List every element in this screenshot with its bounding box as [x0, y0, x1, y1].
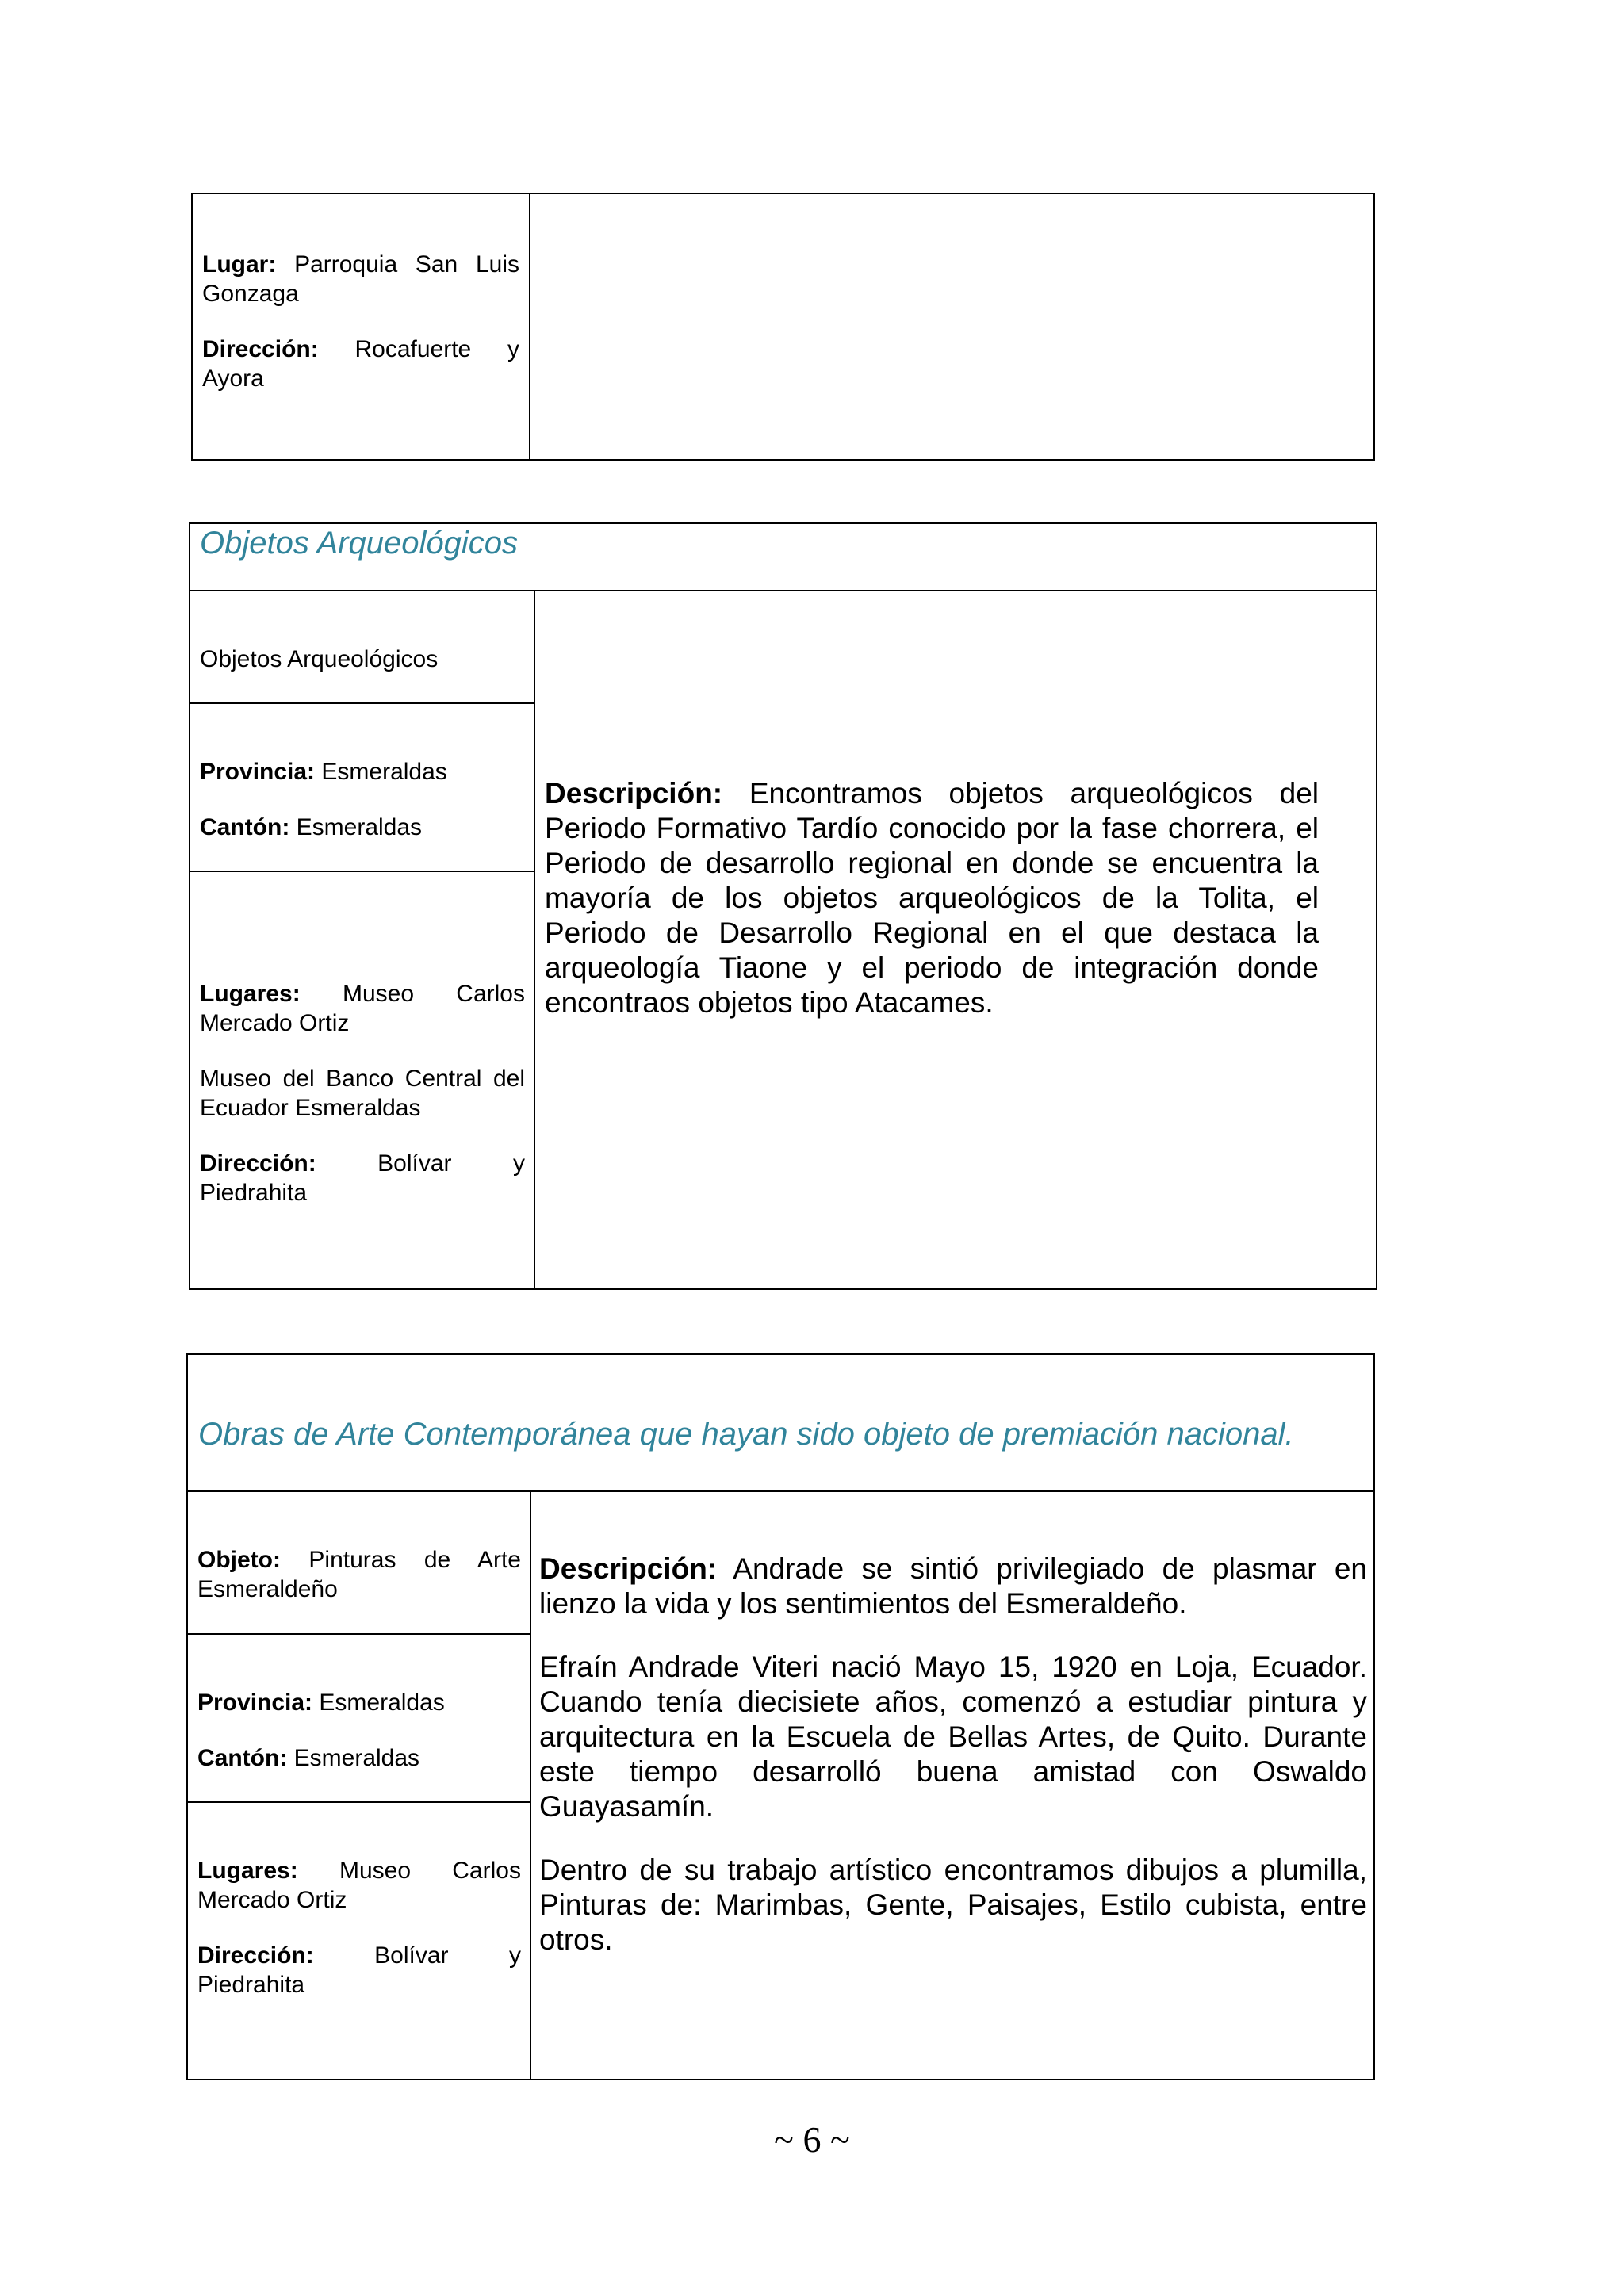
description [539, 1552, 1367, 1621]
column-divider [530, 1490, 531, 2079]
column-divider [529, 194, 530, 459]
places-value: Museo Carlos Mercado Ortiz [197, 1858, 521, 1913]
row-divider [188, 1633, 531, 1635]
province-value: Esmeraldas [321, 759, 447, 785]
address-value: Bolívar y Piedrahita [200, 1150, 525, 1206]
canton-label: Cantón: [197, 1745, 288, 1771]
biography-paragraph: Efraín Andrade Viteri nació Mayo 15, 1920 en Loja, Ecuador. Cuando tenía diecisiete años, comenzó a estudiar pintura y arquitectura en la Escuela de Bellas Artes, de Quito. Durante este tiempo desarrolló buena amistad con Oswaldo Guayasamín. [539, 1651, 1367, 1823]
object-field [197, 1545, 521, 1604]
section-heading: Obras de Arte Contemporánea que hayan sido objeto de premiación nacional. [198, 1417, 1294, 1452]
address-field [200, 1149, 525, 1207]
description-text: Encontramos objetos arqueológicos del Periodo Formativo Tardío conocido por la fase chorrera, el Periodo de desarrollo regional en donde se encuentra la mayoría de los objetos arqueológicos de la Tolita, el Periodo de Desarrollo Regional en el que destaca la arqueología Tiaone y el periodo de integración donde encontraos objetos tipo Atacames. [545, 777, 1319, 1019]
heading-divider [188, 1490, 1373, 1492]
region-cell [197, 1688, 521, 1773]
description [545, 776, 1319, 1020]
address-field [197, 1941, 521, 1999]
places-label: Lugares: [197, 1858, 298, 1884]
places-cell [197, 1856, 521, 1999]
canton-label: Cantón: [200, 814, 290, 840]
row-divider [190, 871, 535, 872]
object-name-cell [200, 645, 525, 674]
address-label: Dirección: [200, 1150, 316, 1177]
places-field [197, 1856, 521, 1915]
location-table [191, 193, 1375, 461]
province-field [200, 757, 525, 786]
region-cell [200, 757, 525, 842]
page-number: ~ 6 ~ [774, 2119, 850, 2160]
canton-field [197, 1743, 521, 1773]
object-name: Objetos Arqueológicos [200, 646, 439, 672]
description-cell [545, 776, 1319, 1020]
places-field [200, 979, 525, 1038]
province-label: Provincia: [200, 759, 316, 785]
places-label: Lugares: [200, 981, 301, 1007]
places-value: Museo Carlos Mercado Ortiz [200, 981, 525, 1036]
canton-value: Esmeraldas [293, 1745, 420, 1771]
canton-field [200, 813, 525, 842]
row-divider [188, 1801, 531, 1803]
location-info-cell [202, 250, 519, 393]
place-value: Parroquia San Luis Gonzaga [202, 251, 519, 307]
works-paragraph: Dentro de su trabajo artístico encontramos dibujos a plumilla, Pinturas de: Marimbas, Gente, Paisajes, Estilo cubista, entre otros. [539, 1854, 1367, 1956]
archaeological-objects-table [189, 522, 1377, 1290]
address-label: Dirección: [197, 1942, 314, 1969]
address-value: Rocafuerte y Ayora [202, 336, 519, 392]
canton-value: Esmeraldas [296, 814, 423, 840]
place-label: Lugar: [202, 251, 277, 277]
row-divider [190, 702, 535, 704]
section-heading: Objetos Arqueológicos [200, 526, 518, 561]
object-cell [197, 1545, 521, 1604]
address-label: Dirección: [202, 336, 319, 362]
address-field [202, 335, 519, 393]
description-label: Descripción: [539, 1552, 718, 1585]
province-label: Provincia: [197, 1689, 313, 1716]
column-divider [534, 590, 535, 1288]
province-value: Esmeraldas [319, 1689, 445, 1716]
object-value: Pinturas de Arte Esmeraldeño [197, 1547, 521, 1602]
description-text: Andrade se sintió privilegiado de plasmar en lienzo la vida y los sentimientos del Esmeraldeño. [539, 1552, 1367, 1620]
places-cell [200, 979, 525, 1207]
place-field [202, 250, 519, 308]
description-cell [539, 1552, 1367, 1957]
province-field [197, 1688, 521, 1717]
description-label: Descripción: [545, 777, 723, 809]
object-label: Objeto: [197, 1547, 281, 1573]
contemporary-art-table [186, 1353, 1375, 2080]
address-value: Bolívar y Piedrahita [197, 1942, 521, 1998]
places-value-2: Museo del Banco Central del Ecuador Esmeraldas [200, 1066, 525, 1121]
heading-divider [190, 590, 1376, 591]
